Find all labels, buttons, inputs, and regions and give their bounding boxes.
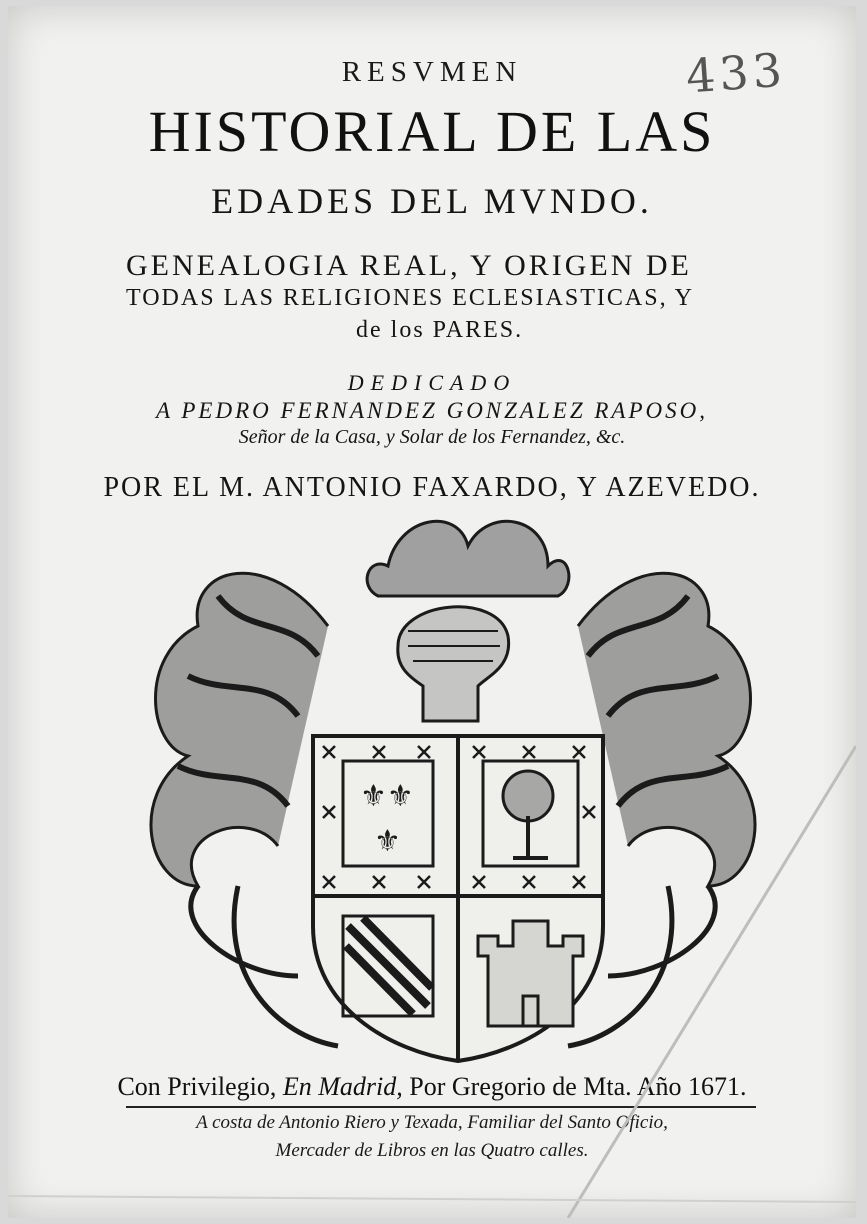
subtitle-line-2: TODAS LAS RELIGIONES ECLESIASTICAS, Y xyxy=(126,285,695,311)
left-mantling xyxy=(151,573,328,886)
imprint-line-2: A costa de Antonio Riero y Texada, Familiar del Santo Oficio, xyxy=(196,1112,668,1133)
castle xyxy=(478,921,583,1026)
imprint-line-1 xyxy=(8,1072,856,1102)
svg-text:⚜⚜: ⚜⚜ xyxy=(360,779,414,814)
coat-of-arms-woodcut xyxy=(128,506,778,1066)
imprint-line-3: Mercader de Libros en las Quatro calles. xyxy=(275,1140,589,1161)
svg-text:⚜: ⚜ xyxy=(374,824,401,859)
helmet xyxy=(398,607,509,721)
imprint-year: Año 1671. xyxy=(636,1072,747,1101)
helmet-plumes xyxy=(367,521,569,596)
dedication-label: DEDICADO xyxy=(347,370,517,395)
title-line-3: EDADES DEL MVNDO. xyxy=(211,181,653,221)
dedication-recipient: A PEDRO FERNANDEZ GONZALEZ RAPOSO, xyxy=(156,398,708,423)
imprint-privilege: Con Privilegio, xyxy=(117,1072,277,1101)
author-line: POR EL M. ANTONIO FAXARDO, Y AZEVEDO. xyxy=(103,472,761,503)
imprint-place: En Madrid, xyxy=(282,1072,403,1101)
subtitle-block xyxy=(126,250,786,346)
subtitle-line-3: de los PARES. xyxy=(356,317,524,343)
title-line-2: HISTORIAL DE LAS xyxy=(148,99,716,164)
title-page xyxy=(8,6,856,1218)
subtitle-line-1: GENEALOGIA REAL, Y ORIGEN DE xyxy=(126,249,692,282)
dedication-title: Señor de la Casa, y Solar de los Fernandez, &c. xyxy=(238,426,626,448)
imprint-printer: Por Gregorio de Mta. xyxy=(409,1072,632,1101)
title-line-1: RESVMEN xyxy=(341,56,523,88)
imprint-rule xyxy=(126,1106,756,1108)
handwritten-shelf-number: 433 xyxy=(684,42,788,104)
